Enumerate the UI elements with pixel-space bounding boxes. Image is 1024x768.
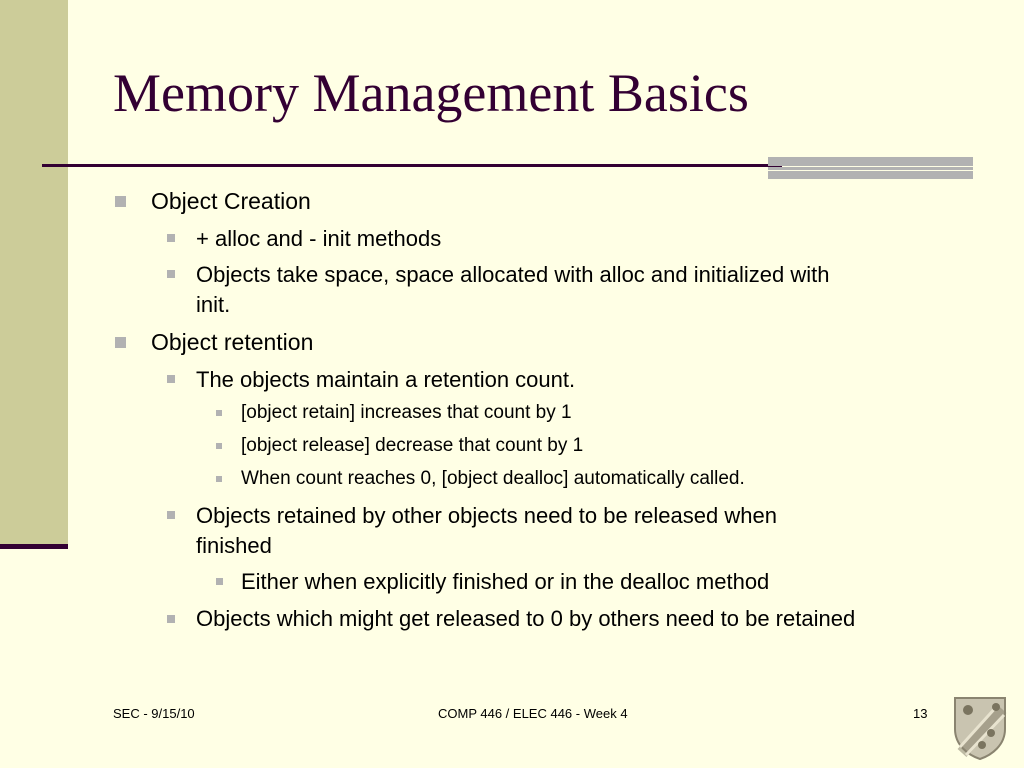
bullet-item: Object Creation — [151, 188, 311, 214]
bullet-marker — [167, 511, 175, 519]
bullet-item: + alloc and - init methods — [196, 226, 442, 251]
bullet-marker — [115, 196, 126, 207]
bullet-marker — [216, 443, 222, 449]
bullet-item-continuation: finished — [196, 533, 272, 558]
bullet-item: Objects which might get released to 0 by others need to be retained — [196, 606, 856, 631]
bullet-marker — [216, 476, 222, 482]
bullet-item-continuation: init. — [196, 292, 231, 317]
bullet-item: Objects take space, space allocated with alloc and initialized with — [196, 262, 830, 287]
bullet-marker — [167, 234, 175, 242]
bullet-marker — [216, 410, 222, 416]
footer-course: COMP 446 / ELEC 446 - Week 4 — [438, 706, 628, 721]
bullet-marker — [167, 375, 175, 383]
page-number: 13 — [913, 706, 928, 721]
bullet-marker — [167, 615, 175, 623]
bullet-item: When count reaches 0, [object dealloc] automatically called. — [241, 468, 745, 489]
bullet-item: [object retain] increases that count by 1 — [241, 402, 572, 423]
sidebar-accent — [0, 0, 68, 545]
bullet-item: [object release] decrease that count by 1 — [241, 435, 584, 456]
slide-title: Memory Management Basics — [113, 63, 749, 123]
bullet-item: Object retention — [151, 329, 314, 355]
bullet-item: The objects maintain a retention count. — [196, 367, 576, 392]
university-shield-icon — [952, 695, 1008, 761]
title-divider — [42, 164, 782, 167]
bullet-marker — [115, 337, 126, 348]
sidebar-rule — [0, 544, 68, 549]
decorative-bars — [768, 157, 973, 179]
bullet-marker — [216, 578, 223, 585]
bullet-item: Objects retained by other objects need to be released when — [196, 503, 777, 528]
footer-date: SEC - 9/15/10 — [113, 706, 195, 721]
bullet-marker — [167, 270, 175, 278]
bullet-item: Either when explicitly finished or in the dealloc method — [241, 569, 770, 594]
